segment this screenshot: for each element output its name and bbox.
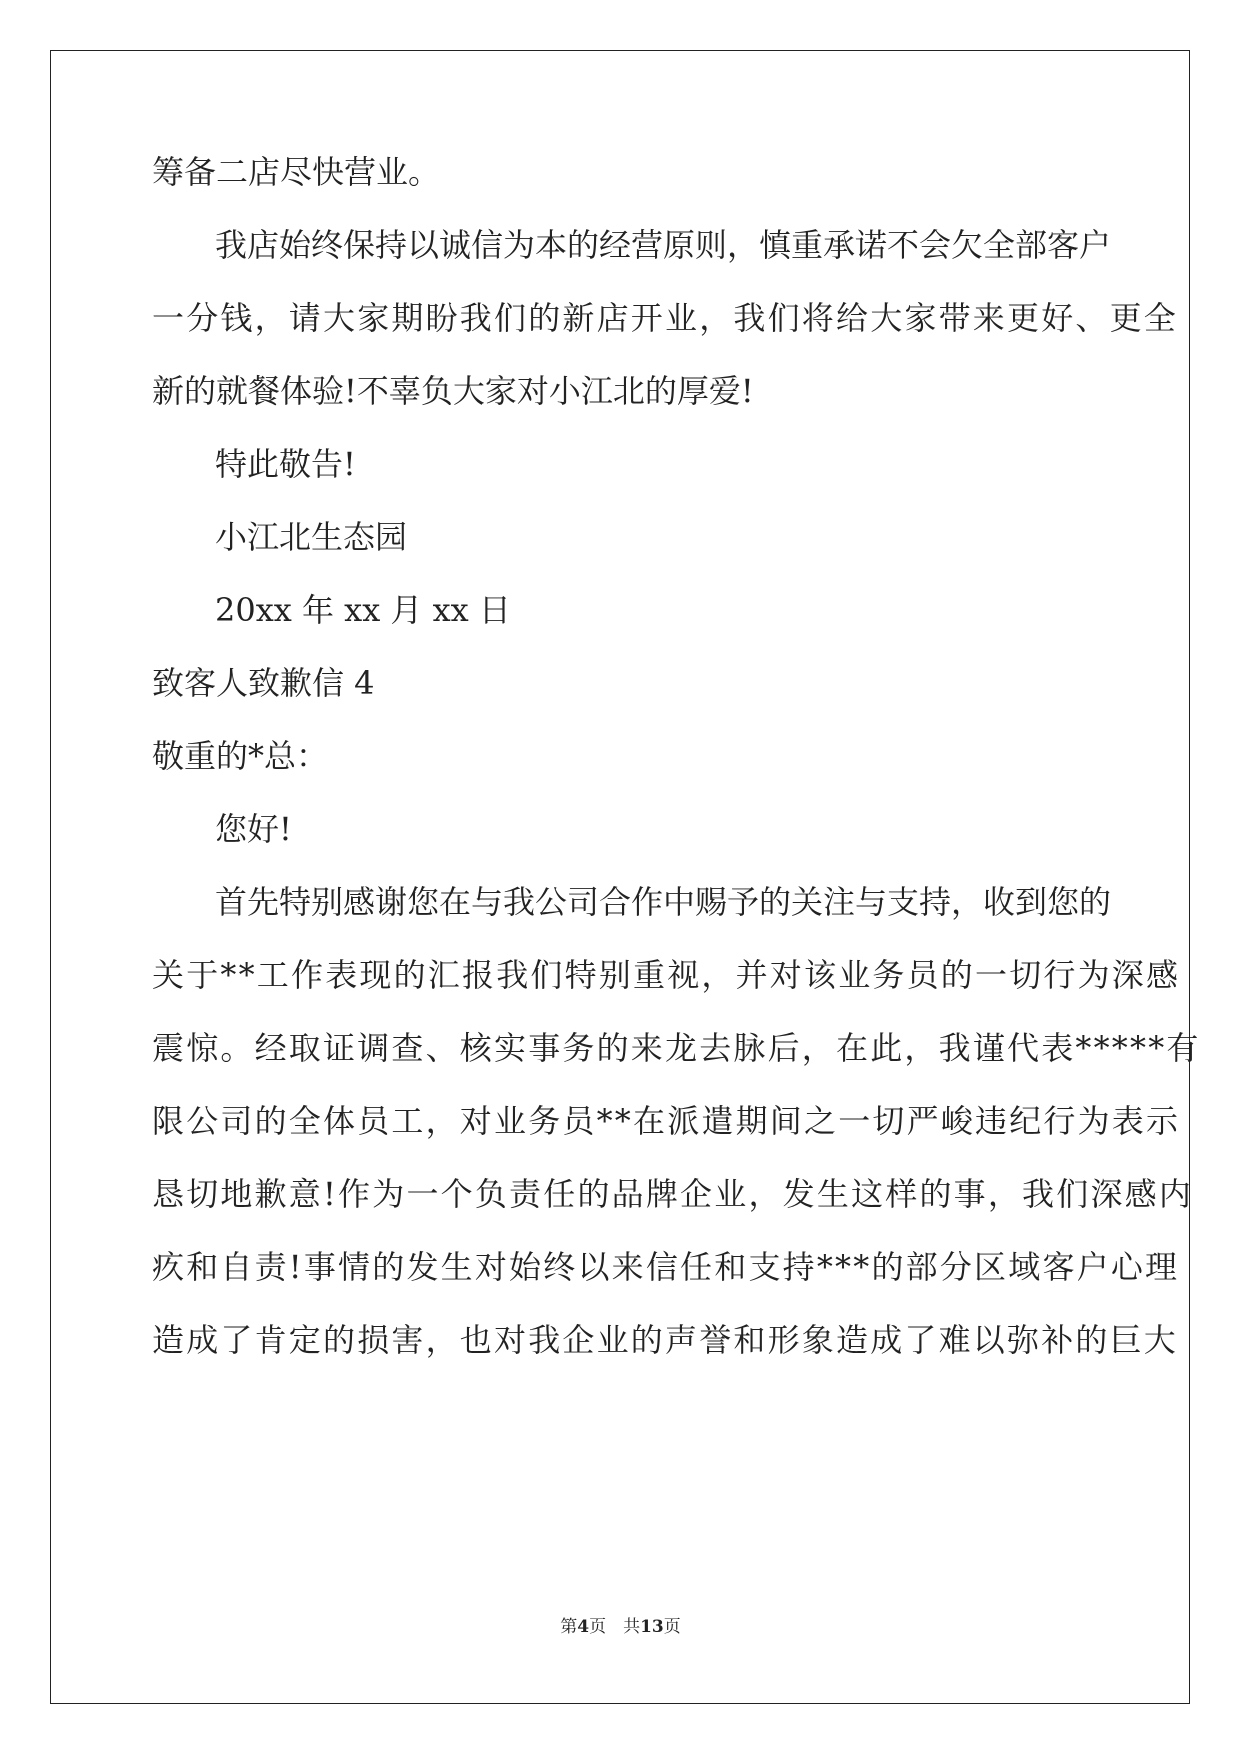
text-line: 一分钱，请大家期盼我们的新店开业，我们将给大家带来更好、更全	[152, 299, 1179, 337]
text-line: 首先特别感谢您在与我公司合作中赐予的关注与支持，收到您的	[215, 883, 1112, 921]
text-line: 新的就餐体验!不辜负大家对小江北的厚爱!	[152, 372, 754, 410]
signature-name: 小江北生态园	[215, 518, 408, 556]
section-title: 致客人致歉信 4	[152, 664, 375, 702]
text-line: 我店始终保持以诚信为本的经营原则，慎重承诺不会欠全部客户	[215, 226, 1112, 264]
text-line: 震惊。经取证调查、核实事务的来龙去脉后，在此，我谨代表*****有	[152, 1029, 1201, 1067]
text-line: 恳切地歉意!作为一个负责任的品牌企业，发生这样的事，我们深感内	[152, 1175, 1194, 1213]
page-footer	[0, 1612, 1241, 1637]
text-line: 造成了肯定的损害，也对我企业的声誉和形象造成了难以弥补的巨大	[152, 1321, 1179, 1359]
text-line: 限公司的全体员工，对业务员**在派遣期间之一切严峻违纪行为表示	[152, 1102, 1181, 1140]
text-line: 疚和自责!事情的发生对始终以来信任和支持***的部分区域客户心理	[152, 1248, 1180, 1286]
salutation: 敬重的*总：	[152, 737, 329, 775]
greeting: 您好!	[215, 810, 292, 848]
footer-middle: 页 共	[589, 1617, 641, 1637]
text-line: 关于**工作表现的汇报我们特别重视，并对该业务员的一切行为深感	[152, 956, 1181, 994]
footer-prefix: 第	[560, 1617, 578, 1637]
footer-page-number: 4	[577, 1617, 590, 1637]
signature-date: 20xx 年 xx 月 xx 日	[215, 591, 511, 629]
footer-total-pages: 13	[640, 1617, 664, 1637]
text-line: 特此敬告!	[215, 445, 356, 483]
footer-suffix: 页	[663, 1617, 681, 1637]
text-line: 筹备二店尽快营业。	[152, 153, 441, 191]
